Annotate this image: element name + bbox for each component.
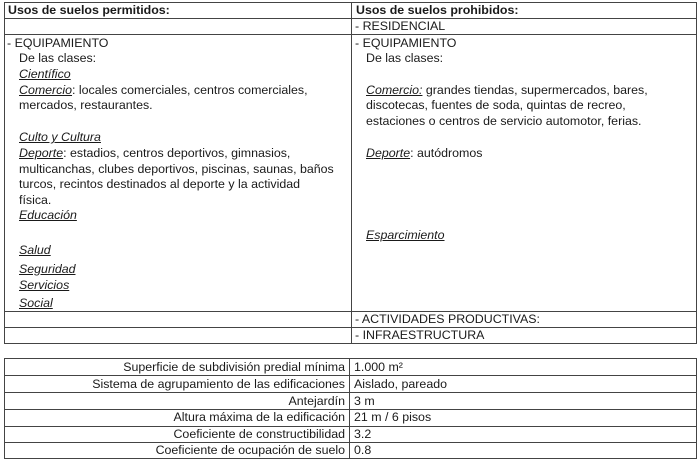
permitted-classes-label: De las clases:	[19, 51, 97, 65]
prohibited-classes-label: De las clases:	[366, 51, 444, 65]
norm-label: Altura máxima de la edificación	[173, 410, 345, 424]
norm-value: 1.000 m²	[354, 360, 403, 374]
norm-label: Coeficiente de constructibilidad	[173, 427, 345, 441]
permitted-social: Social	[19, 296, 53, 310]
permitted-equipamiento: - EQUIPAMIENTO	[7, 36, 109, 50]
permitted-seguridad: Seguridad	[19, 262, 76, 276]
prohibited-comercio-text: grandes tiendas, supermercados, bares,	[422, 83, 648, 97]
permitted-cientifico: Científico	[19, 67, 71, 81]
permitted-deporte-label: Deporte	[19, 146, 64, 160]
prohibited-comercio-label: Comercio:	[366, 83, 423, 97]
permitted-comercio-line	[19, 83, 308, 98]
prohibited-equipamiento: - EQUIPAMIENTO	[355, 36, 457, 50]
permitted-deporte-text4: física.	[19, 193, 52, 207]
permitted-comercio-text: : locales comerciales, centros comerciales,	[72, 83, 308, 97]
prohibited-residencial: - RESIDENCIAL	[355, 19, 446, 33]
norm-label: Coeficiente de ocupación de suelo	[155, 443, 345, 457]
prohibited-comercio-text3: estaciones o centros de servicio automotor, ferias.	[366, 114, 642, 128]
norm-label: Superficie de subdivisión predial mínima	[123, 360, 345, 374]
permitted-comercio-label: Comercio	[19, 83, 73, 97]
prohibited-deporte-line	[366, 146, 482, 161]
norm-value: 3 m	[354, 394, 375, 408]
norm-label: Antejardín	[288, 394, 345, 408]
prohibited-comercio-text2: discotecas, fuentes de soda, quintas de recreo,	[366, 98, 626, 112]
prohibited-comercio-line	[366, 83, 648, 98]
permitted-deporte-text3: turcos, recintos destinados al deporte y la actividad	[19, 177, 301, 191]
norm-label: Sistema de agrupamiento de las edificaciones	[92, 377, 345, 391]
permitted-comercio-text2: mercados, restaurantes.	[19, 98, 153, 112]
permitted-culto: Culto y Cultura	[19, 130, 101, 144]
permitted-salud: Salud	[19, 243, 51, 257]
prohibited-deporte-label: Deporte	[366, 146, 411, 160]
norm-value: 3.2	[354, 427, 372, 441]
permitted-deporte-text: : estadios, centros deportivos, gimnasios,	[63, 146, 291, 160]
permitted-deporte-text2: multicanchas, clubes deportivos, piscinas, saunas, baños	[19, 162, 334, 176]
prohibited-actividades: - ACTIVIDADES PRODUCTIVAS:	[355, 312, 540, 326]
prohibited-deporte-text: : autódromos	[410, 146, 483, 160]
permitted-deporte-line	[19, 146, 290, 161]
permitted-uses-header: Usos de suelos permitidos:	[8, 3, 170, 17]
permitted-educacion: Educación	[19, 208, 77, 222]
permitted-servicios: Servicios	[19, 278, 70, 292]
prohibited-uses-header: Usos de suelos prohibidos:	[356, 3, 519, 17]
prohibited-infraestructura: - INFRAESTRUCTURA	[355, 328, 485, 342]
norm-value: Aislado, pareado	[354, 377, 447, 391]
norm-value: 21 m / 6 pisos	[354, 410, 432, 424]
norm-value: 0.8	[354, 443, 372, 457]
prohibited-esparcimiento: Esparcimiento	[366, 228, 445, 242]
